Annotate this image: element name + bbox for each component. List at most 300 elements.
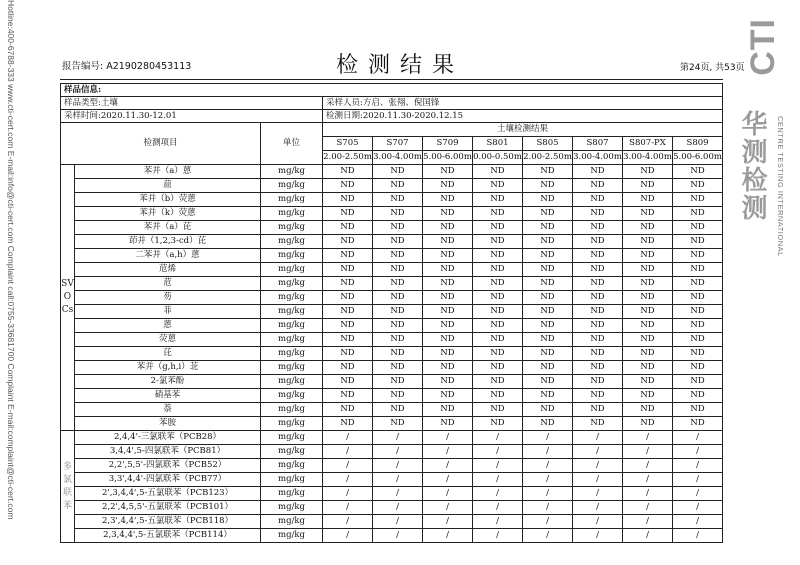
result-value: ND: [573, 207, 623, 221]
sample-id: S809: [673, 137, 723, 151]
result-value: /: [523, 515, 573, 529]
analyte-unit: mg/kg: [261, 347, 323, 361]
result-value: /: [623, 473, 673, 487]
result-value: ND: [373, 263, 423, 277]
result-value: /: [623, 459, 673, 473]
result-value: /: [673, 515, 723, 529]
analyte-name: 萘: [75, 403, 261, 417]
result-value: /: [673, 445, 723, 459]
analyte-unit: mg/kg: [261, 305, 323, 319]
result-value: /: [473, 445, 523, 459]
analyte-unit: mg/kg: [261, 263, 323, 277]
sample-depth: 5.00-6.00m: [423, 151, 473, 165]
analyte-unit: mg/kg: [261, 403, 323, 417]
report-number: 报告编号: A2190280453113: [62, 61, 192, 72]
result-value: ND: [473, 347, 523, 361]
table-row: [61, 417, 723, 431]
result-value: /: [373, 431, 423, 445]
result-value: ND: [473, 375, 523, 389]
result-value: /: [423, 501, 473, 515]
analyte-name: 菲: [75, 305, 261, 319]
result-value: ND: [323, 375, 373, 389]
result-value: ND: [473, 207, 523, 221]
analyte-name: 苯并（a）芘: [75, 221, 261, 235]
result-value: ND: [473, 389, 523, 403]
analyte-unit: mg/kg: [261, 165, 323, 179]
analyte-name: 芘: [75, 347, 261, 361]
result-value: /: [573, 459, 623, 473]
result-value: /: [323, 487, 373, 501]
result-value: ND: [673, 347, 723, 361]
cti-logo: [737, 18, 794, 257]
table-row: [61, 403, 723, 417]
sample-id: S807: [573, 137, 623, 151]
result-value: ND: [323, 235, 373, 249]
result-value: ND: [673, 249, 723, 263]
result-value: /: [423, 431, 473, 445]
result-value: ND: [623, 179, 673, 193]
result-value: /: [473, 515, 523, 529]
side-contact-strip: [6, 0, 28, 565]
result-value: ND: [323, 263, 373, 277]
table-row: [61, 389, 723, 403]
result-value: ND: [523, 361, 573, 375]
result-value: ND: [573, 305, 623, 319]
result-value: ND: [373, 403, 423, 417]
sample-info-heading: 样品信息:: [61, 84, 723, 97]
result-value: /: [623, 501, 673, 515]
result-value: ND: [373, 249, 423, 263]
result-value: /: [373, 459, 423, 473]
analyte-unit: mg/kg: [261, 319, 323, 333]
result-value: ND: [573, 249, 623, 263]
analyte-name: 硝基苯: [75, 389, 261, 403]
result-value: ND: [573, 277, 623, 291]
result-value: ND: [473, 305, 523, 319]
analyte-unit: mg/kg: [261, 375, 323, 389]
result-value: /: [373, 473, 423, 487]
result-value: ND: [673, 361, 723, 375]
result-value: ND: [473, 277, 523, 291]
result-value: ND: [623, 361, 673, 375]
table-row: [61, 375, 723, 389]
result-value: ND: [673, 389, 723, 403]
sample-type: 样品类型:土壤: [61, 97, 323, 110]
sample-id: S709: [423, 137, 473, 151]
result-value: ND: [323, 193, 373, 207]
sample-depth: 2.00-2.50m: [523, 151, 573, 165]
result-value: ND: [623, 235, 673, 249]
result-value: /: [323, 459, 373, 473]
analyte-name: 茚并（1,2,3-cd）芘: [75, 235, 261, 249]
analyte-unit: mg/kg: [261, 235, 323, 249]
result-value: ND: [573, 347, 623, 361]
results-table: [60, 83, 723, 543]
analyte-unit: mg/kg: [261, 445, 323, 459]
result-value: ND: [373, 221, 423, 235]
result-value: /: [673, 501, 723, 515]
result-value: ND: [673, 221, 723, 235]
result-value: /: [473, 529, 523, 543]
result-value: ND: [473, 291, 523, 305]
result-value: ND: [623, 417, 673, 431]
analyte-name: 苯并（g,h,i）苝: [75, 361, 261, 375]
analyte-unit: mg/kg: [261, 389, 323, 403]
result-value: ND: [623, 319, 673, 333]
result-value: ND: [673, 165, 723, 179]
result-value: ND: [323, 333, 373, 347]
item-header: 检测项目: [61, 123, 261, 165]
analyte-unit: mg/kg: [261, 487, 323, 501]
result-value: ND: [323, 221, 373, 235]
result-value: ND: [573, 221, 623, 235]
header-divider: [60, 79, 723, 80]
result-value: ND: [473, 263, 523, 277]
result-value: ND: [623, 249, 673, 263]
result-value: ND: [423, 193, 473, 207]
table-row: [61, 473, 723, 487]
result-value: ND: [373, 235, 423, 249]
result-value: /: [323, 515, 373, 529]
result-value: ND: [473, 221, 523, 235]
table-row: [61, 165, 723, 179]
result-value: ND: [323, 417, 373, 431]
result-header: 土壤检测结果: [323, 123, 723, 137]
result-value: ND: [673, 319, 723, 333]
sample-id: S805: [523, 137, 573, 151]
result-value: ND: [373, 319, 423, 333]
result-value: ND: [523, 389, 573, 403]
result-value: ND: [623, 389, 673, 403]
result-value: ND: [573, 291, 623, 305]
table-row: [61, 515, 723, 529]
result-value: /: [523, 487, 573, 501]
result-value: ND: [473, 235, 523, 249]
result-value: ND: [573, 403, 623, 417]
sample-id: S707: [373, 137, 423, 151]
analyte-unit: mg/kg: [261, 333, 323, 347]
result-value: ND: [573, 333, 623, 347]
result-value: /: [373, 487, 423, 501]
analyte-name: 2,3',4,4',5-五氯联苯（PCB118）: [75, 515, 261, 529]
analyte-name: 蒽: [75, 319, 261, 333]
result-value: /: [473, 431, 523, 445]
result-value: /: [573, 473, 623, 487]
result-value: ND: [423, 221, 473, 235]
result-value: ND: [523, 347, 573, 361]
result-value: ND: [323, 347, 373, 361]
result-value: ND: [673, 403, 723, 417]
table-row: [61, 193, 723, 207]
result-value: ND: [573, 165, 623, 179]
sample-depth: 3.00-4.00m: [573, 151, 623, 165]
result-value: ND: [523, 263, 573, 277]
result-value: ND: [373, 291, 423, 305]
result-value: /: [323, 473, 373, 487]
result-value: ND: [673, 417, 723, 431]
result-value: ND: [673, 179, 723, 193]
analyte-unit: mg/kg: [261, 291, 323, 305]
result-value: ND: [523, 319, 573, 333]
result-value: /: [423, 515, 473, 529]
result-value: ND: [573, 389, 623, 403]
result-value: ND: [623, 221, 673, 235]
result-value: ND: [373, 193, 423, 207]
result-value: ND: [523, 207, 573, 221]
result-value: ND: [473, 319, 523, 333]
result-value: ND: [623, 403, 673, 417]
result-value: /: [473, 473, 523, 487]
test-date: 检测日期:2020.11.30-2020.12.15: [323, 110, 723, 123]
result-value: ND: [573, 319, 623, 333]
table-row: [61, 277, 723, 291]
analyte-unit: mg/kg: [261, 417, 323, 431]
analyte-name: 䓛: [75, 179, 261, 193]
table-row: [61, 501, 723, 515]
result-value: ND: [623, 333, 673, 347]
result-value: ND: [673, 277, 723, 291]
result-value: /: [323, 445, 373, 459]
result-value: ND: [623, 165, 673, 179]
result-value: ND: [423, 375, 473, 389]
sample-depth: 0.00-0.50m: [473, 151, 523, 165]
result-value: ND: [423, 263, 473, 277]
result-value: ND: [423, 319, 473, 333]
analyte-unit: mg/kg: [261, 529, 323, 543]
result-value: /: [423, 445, 473, 459]
result-value: ND: [323, 403, 373, 417]
result-value: ND: [423, 347, 473, 361]
result-value: ND: [623, 193, 673, 207]
result-value: ND: [473, 193, 523, 207]
table-row: [61, 305, 723, 319]
result-value: ND: [373, 277, 423, 291]
result-value: ND: [573, 375, 623, 389]
sample-depth: 3.00-4.00m: [373, 151, 423, 165]
result-value: ND: [473, 179, 523, 193]
analyte-name: 苯并（a）蒽: [75, 165, 261, 179]
result-value: /: [423, 487, 473, 501]
logo-cn-text: 华测检测: [737, 110, 767, 222]
analyte-unit: mg/kg: [261, 249, 323, 263]
analyte-name: 3,3',4,4'-四氯联苯（PCB77）: [75, 473, 261, 487]
result-value: ND: [673, 333, 723, 347]
analyte-unit: mg/kg: [261, 193, 323, 207]
result-value: /: [423, 529, 473, 543]
result-value: /: [373, 501, 423, 515]
table-row: [61, 333, 723, 347]
analyte-name: 苯胺: [75, 417, 261, 431]
result-value: ND: [473, 403, 523, 417]
result-value: /: [573, 487, 623, 501]
result-value: ND: [673, 207, 723, 221]
analyte-name: 2,3,4,4',5-五氯联苯（PCB114）: [75, 529, 261, 543]
result-value: /: [623, 529, 673, 543]
result-value: ND: [473, 333, 523, 347]
result-value: ND: [373, 305, 423, 319]
result-value: ND: [473, 249, 523, 263]
result-value: ND: [373, 347, 423, 361]
result-value: ND: [673, 375, 723, 389]
result-value: ND: [523, 403, 573, 417]
logo-en-text: CENTRE TESTING INTERNATIONAL: [776, 116, 785, 257]
result-value: /: [573, 501, 623, 515]
table-row: [61, 221, 723, 235]
table-row: [61, 249, 723, 263]
result-value: ND: [673, 263, 723, 277]
result-value: ND: [323, 207, 373, 221]
result-value: ND: [323, 277, 373, 291]
result-value: ND: [573, 193, 623, 207]
table-row: [61, 431, 723, 445]
result-value: ND: [573, 179, 623, 193]
result-value: /: [673, 431, 723, 445]
group-label: SVOCs: [61, 165, 75, 431]
unit-header: 单位: [261, 123, 323, 165]
result-value: ND: [423, 207, 473, 221]
result-value: /: [473, 459, 523, 473]
result-value: /: [573, 445, 623, 459]
sample-depth: 3.00-4.00m: [623, 151, 673, 165]
table-row: [61, 361, 723, 375]
result-value: /: [623, 487, 673, 501]
analyte-name: 2-氯苯酚: [75, 375, 261, 389]
result-value: ND: [473, 165, 523, 179]
result-value: /: [423, 473, 473, 487]
page-counter: 第24页, 共53页: [680, 63, 745, 73]
analyte-unit: mg/kg: [261, 179, 323, 193]
result-value: /: [373, 529, 423, 543]
result-value: /: [523, 459, 573, 473]
result-value: ND: [373, 333, 423, 347]
result-value: /: [373, 445, 423, 459]
result-value: ND: [523, 179, 573, 193]
result-value: /: [473, 501, 523, 515]
result-value: ND: [423, 235, 473, 249]
result-value: /: [673, 473, 723, 487]
result-value: ND: [523, 165, 573, 179]
table-row: [61, 291, 723, 305]
result-value: ND: [323, 305, 373, 319]
result-value: /: [473, 487, 523, 501]
result-value: ND: [423, 417, 473, 431]
result-value: ND: [623, 291, 673, 305]
result-value: ND: [573, 263, 623, 277]
analyte-name: 荧蒽: [75, 333, 261, 347]
result-value: ND: [373, 417, 423, 431]
result-value: /: [523, 473, 573, 487]
result-value: ND: [523, 333, 573, 347]
result-value: /: [623, 431, 673, 445]
result-value: ND: [673, 291, 723, 305]
result-value: ND: [523, 193, 573, 207]
analyte-name: 苊: [75, 277, 261, 291]
result-value: ND: [523, 235, 573, 249]
table-row: [61, 445, 723, 459]
result-value: ND: [623, 347, 673, 361]
result-value: /: [523, 529, 573, 543]
result-value: /: [623, 515, 673, 529]
result-value: ND: [323, 179, 373, 193]
result-value: ND: [373, 207, 423, 221]
analyte-unit: mg/kg: [261, 361, 323, 375]
table-row: [61, 179, 723, 193]
analyte-name: 苊烯: [75, 263, 261, 277]
result-value: /: [373, 515, 423, 529]
analyte-unit: mg/kg: [261, 501, 323, 515]
result-value: /: [323, 431, 373, 445]
result-value: ND: [323, 291, 373, 305]
result-value: ND: [473, 361, 523, 375]
table-row: [61, 347, 723, 361]
result-value: /: [573, 431, 623, 445]
result-value: ND: [423, 179, 473, 193]
result-value: ND: [623, 277, 673, 291]
table-row: [61, 529, 723, 543]
result-value: ND: [323, 389, 373, 403]
analyte-name: 2',3,4,4',5-五氯联苯（PCB123）: [75, 487, 261, 501]
result-value: /: [423, 459, 473, 473]
analyte-unit: mg/kg: [261, 431, 323, 445]
result-value: /: [573, 515, 623, 529]
result-value: /: [323, 529, 373, 543]
sampler-names: 采样人员:方启、张翔、倪国锋: [323, 97, 723, 110]
analyte-name: 苯并（k）荧蒽: [75, 207, 261, 221]
result-value: ND: [573, 417, 623, 431]
result-value: ND: [373, 361, 423, 375]
result-value: ND: [423, 165, 473, 179]
analyte-unit: mg/kg: [261, 473, 323, 487]
result-value: ND: [373, 375, 423, 389]
result-value: ND: [623, 305, 673, 319]
result-value: ND: [623, 263, 673, 277]
sample-id: S801: [473, 137, 523, 151]
result-value: /: [323, 501, 373, 515]
table-row: [61, 459, 723, 473]
result-value: ND: [323, 319, 373, 333]
result-value: /: [573, 529, 623, 543]
table-row: [61, 235, 723, 249]
analyte-name: 2,2',4,5,5'-五氯联苯（PCB101）: [75, 501, 261, 515]
sample-time: 采样时间:2020.11.30-12.01: [61, 110, 323, 123]
analyte-unit: mg/kg: [261, 221, 323, 235]
side-contact-text: Hotline:400-6788-333 www.cti-cert.com E-mail:info@cti-cert.com Complaint call:0755-33681700 Complaint E-mail:complaint@cti-cert.com: [6, 0, 16, 520]
result-value: /: [673, 487, 723, 501]
result-value: ND: [423, 305, 473, 319]
result-value: ND: [423, 333, 473, 347]
sample-depth: 2.00-2.50m: [323, 151, 373, 165]
table-row: [61, 319, 723, 333]
result-value: ND: [323, 361, 373, 375]
result-value: ND: [623, 375, 673, 389]
table-row: [61, 487, 723, 501]
result-value: /: [673, 459, 723, 473]
result-value: ND: [623, 207, 673, 221]
result-value: ND: [523, 249, 573, 263]
analyte-name: 芴: [75, 291, 261, 305]
result-value: ND: [373, 179, 423, 193]
analyte-name: 3,4,4',5-四氯联苯（PCB81）: [75, 445, 261, 459]
result-value: ND: [573, 361, 623, 375]
result-value: ND: [323, 249, 373, 263]
result-value: ND: [423, 361, 473, 375]
result-value: ND: [423, 403, 473, 417]
result-value: ND: [373, 165, 423, 179]
analyte-unit: mg/kg: [261, 459, 323, 473]
group-label: 多氯联苯: [61, 431, 75, 543]
result-value: ND: [423, 277, 473, 291]
page-title: 检测结果: [335, 53, 464, 78]
